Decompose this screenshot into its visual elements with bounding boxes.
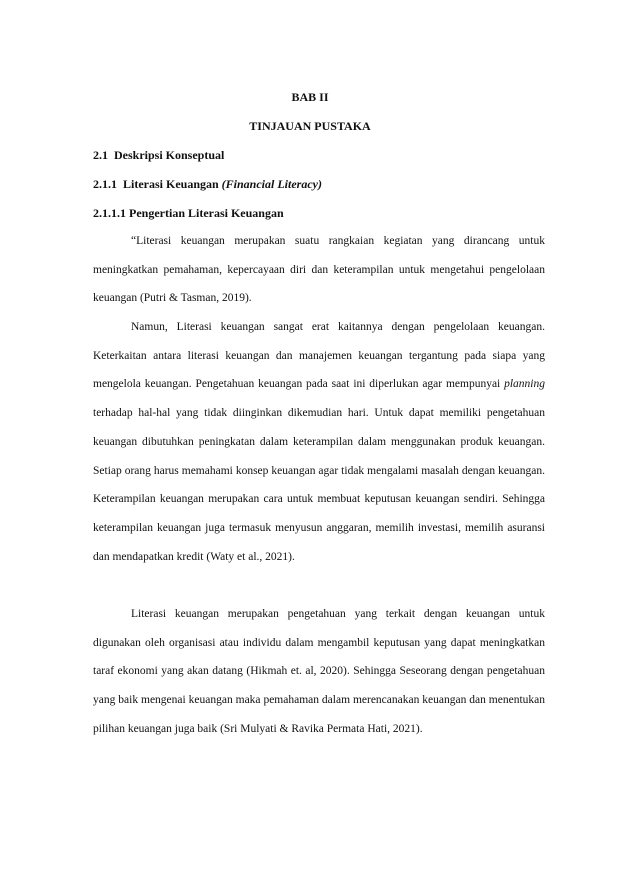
section-number: 2.1 <box>93 148 108 162</box>
paragraph-2-text-start: Namun, Literasi keuangan sangat erat kaitannya dengan pengelolaan keuangan. Keterkaitan antara literasi keuangan dan manajemen keuangan tergantung pada siapa yang mengelola keuangan. Pengetahuan keuangan pada saat ini diperlukan agar mempunyai <box>93 321 545 391</box>
section-heading <box>93 148 224 162</box>
paragraph-2-italic-term: planning <box>504 378 545 391</box>
paragraph-2-text-end: terhadap hal-hal yang tidak diinginkan dikemudian hari. Untuk dapat memiliki pengetahuan keuangan dibutuhkan peningkatan dalam keterampilan dalam menggunakan produk keuangan. Setiap orang harus memahami konsep keuangan agar tidak mengalami masalah dengan keuangan. Keterampilan keuangan merupakan cara untuk membuat keputusan keuangan sendiri. Sehingga keterampilan keuangan juga termasuk menyusun anggaran, memilih investasi, memilih asuransi dan mendapatkan kredit (Waty et al., 2021). <box>93 407 545 563</box>
paragraph-2 <box>93 313 545 571</box>
subsection-title: Literasi Keuangan <box>123 177 219 191</box>
subsubsection-title: Pengertian Literasi Keuangan <box>129 206 284 220</box>
paragraph-3: Literasi keuangan merupakan pengetahuan yang terkait dengan keuangan untuk digunakan oleh organisasi atau individu dalam mengambil keputusan yang dapat meningkatkan taraf ekonomi yang akan datang (Hikmah et. al, 2020). Sehingga Seseorang dengan pengetahuan yang baik mengenai keuangan maka pemahaman dalam merencanakan keuangan dan menentukan pilihan keuangan juga baik (Sri Mulyati & Ravika Permata Hati, 2021). <box>93 608 545 735</box>
section-title: Deskripsi Konseptual <box>114 148 225 162</box>
subsubsection-number: 2.1.1.1 <box>93 206 126 220</box>
subsection-heading <box>93 177 322 191</box>
chapter-number: BAB II <box>291 90 329 104</box>
chapter-title: TINJAUAN PUSTAKA <box>249 119 371 133</box>
subsection-number: 2.1.1 <box>93 177 117 191</box>
subsubsection-heading <box>93 206 284 220</box>
paragraph-1: “Literasi keuangan merupakan suatu rangkaian kegiatan yang dirancang untuk meningkatkan pemahaman, kepercayaan diri dan keterampilan untuk mengetahui pengelolaan keuangan (Putri & Tasman, 2019). <box>93 235 545 305</box>
subsection-title-english: (Financial Literacy) <box>221 177 322 191</box>
